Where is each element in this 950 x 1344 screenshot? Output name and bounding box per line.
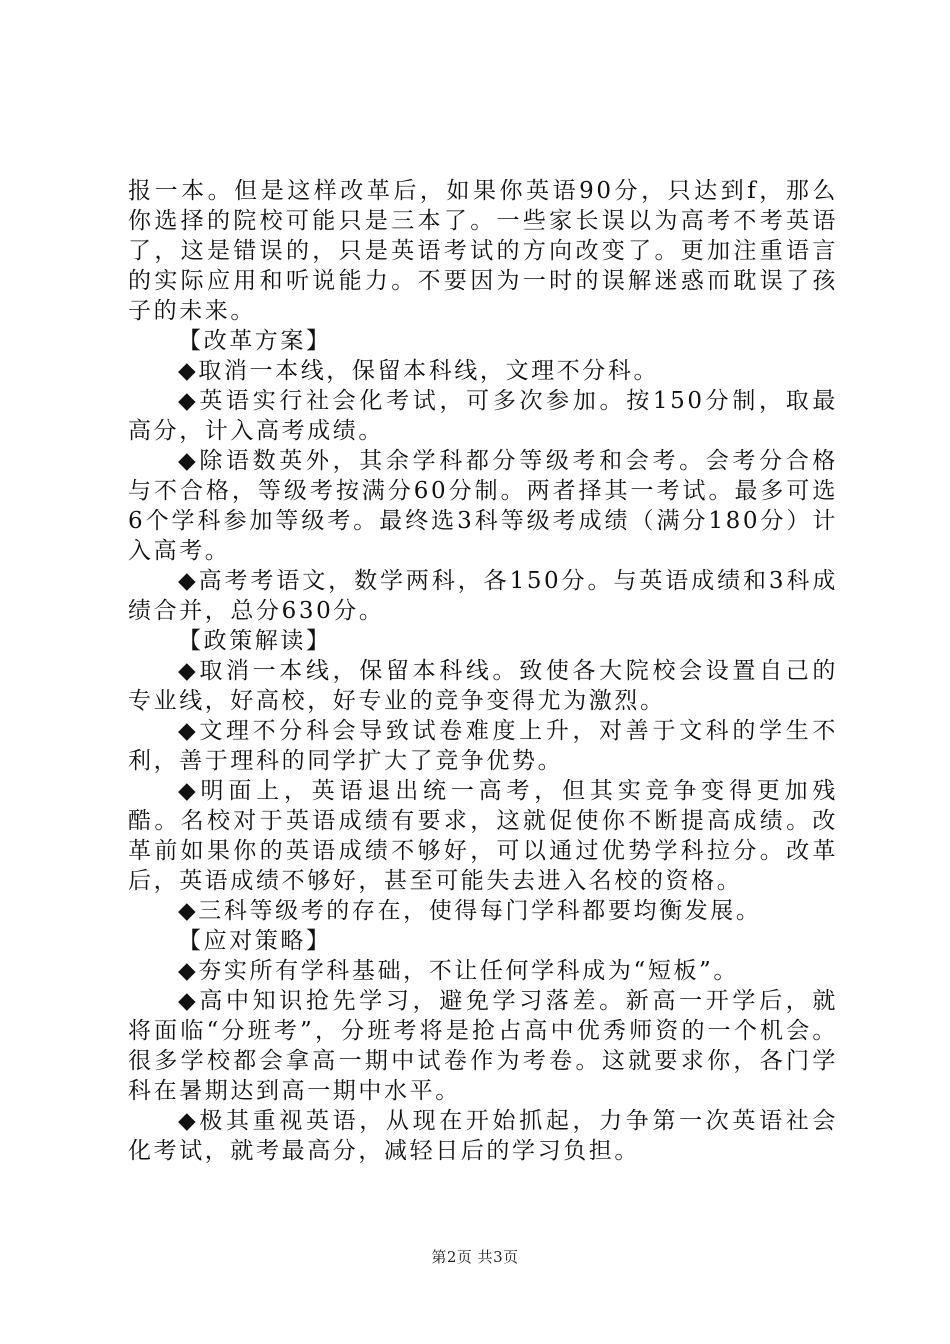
paragraph-6: ◆高考考语文，数学两科，各150分。与英语成绩和3科成绩合并，总分630分。 <box>128 568 838 624</box>
paragraph-14: ◆高中知识抢先学习，避免学习落差。新高一开学后，就将面临“分班考”，分班考将是抢占高中优秀师资的一个机会。很多学校都会拿高一期中试卷作为考卷。这就要求你，各门学科在暑期达到高一期中水平。 <box>128 988 838 1104</box>
paragraph-15: ◆极其重视英语，从现在开始抓起，力争第一次英语社会化考试，就考最高分，减轻日后的学习负担。 <box>128 1108 838 1164</box>
paragraph-9: ◆文理不分科会导致试卷难度上升，对善于文科的学生不利，善于理科的同学扩大了竞争优势。 <box>128 718 838 774</box>
heading-reform-plan: 【改革方案】 <box>178 328 332 354</box>
heading-coping-strategy: 【应对策略】 <box>178 928 332 954</box>
paragraph-10: ◆明面上，英语退出统一高考，但其实竞争变得更加残酷。名校对于英语成绩有要求，这就促使你不断提高成绩。改革前如果你的英语成绩不够好，可以通过优势学科拉分。改革后，英语成绩不够好，甚至可能失去进入名校的资格。 <box>128 778 838 894</box>
paragraph-4: ◆英语实行社会化考试，可多次参加。按150分制，取最高分，计入高考成绩。 <box>128 388 838 444</box>
document-body <box>128 176 838 1166</box>
page-footer: 第2页 共3页 <box>431 1248 519 1266</box>
paragraph-3: ◆取消一本线，保留本科线，文理不分科。 <box>178 358 660 384</box>
heading-policy-interpretation: 【政策解读】 <box>178 628 332 654</box>
paragraph-5: ◆除语数英外，其余学科都分等级考和会考。会考分合格与不合格，等级考按满分60分制。两者择其一考试。最多可选6个学科参加等级考。最终选3科等级考成绩（满分180分）计入高考。 <box>128 448 838 564</box>
paragraph-11: ◆三科等级考的存在，使得每门学科都要均衡发展。 <box>178 898 762 924</box>
paragraph-1: 报一本。但是这样改革后，如果你英语90分，只达到f，那么你选择的院校可能只是三本了。一些家长误以为高考不考英语了，这是错误的，只是英语考试的方向改变了。更加注重语言的实际应用和听说能力。不要因为一时的误解迷惑而耽误了孩子的未来。 <box>128 178 838 324</box>
paragraph-13: ◆夯实所有学科基础，不让任何学科成为“短板”。 <box>178 958 740 984</box>
paragraph-8: ◆取消一本线，保留本科线。致使各大院校会设置自己的专业线，好高校，好专业的竞争变得尤为激烈。 <box>128 658 838 714</box>
